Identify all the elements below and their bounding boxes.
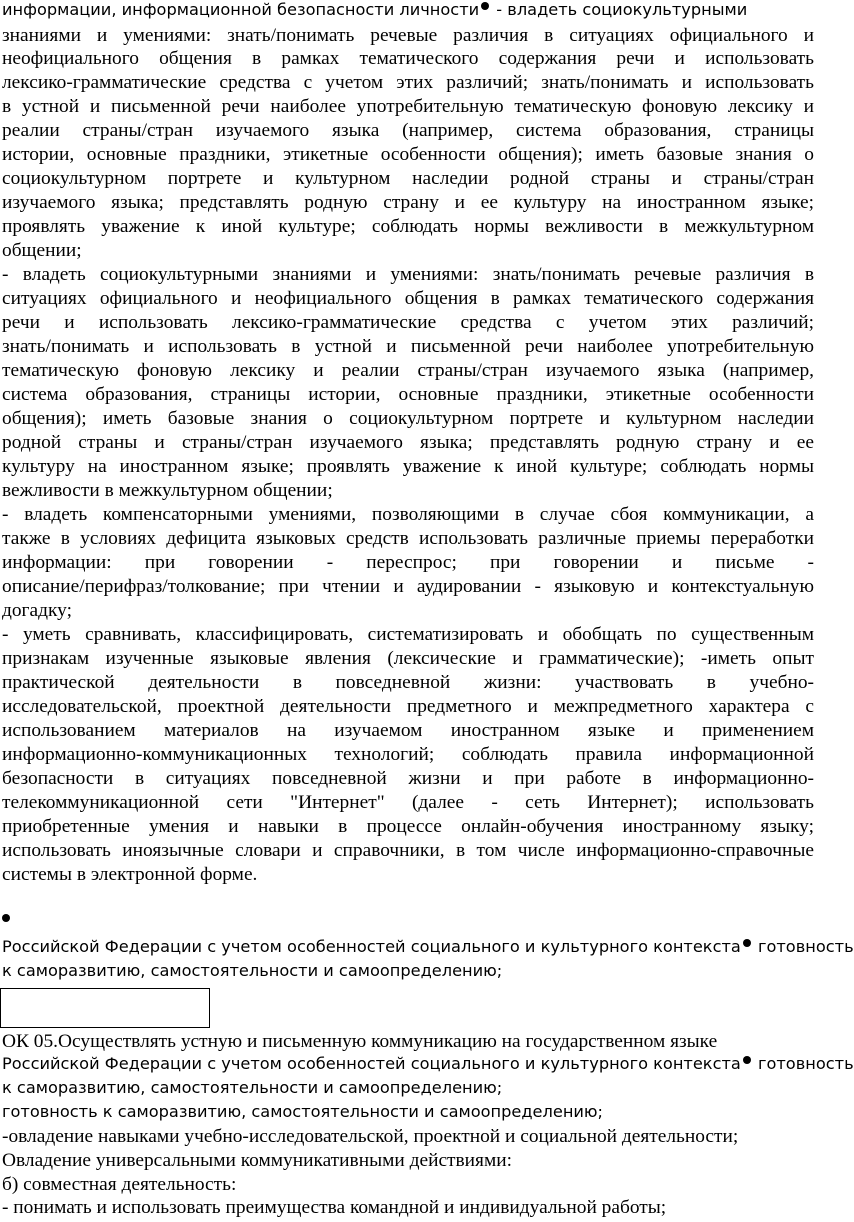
block1-text: готовность <box>752 937 854 956</box>
para4-line: практической деятельности в повседневной жизни: участвовать в учебно- <box>2 672 814 693</box>
para1-line: реалии страны/стран изучаемого языка (например, система образования, страницы <box>2 120 814 141</box>
empty-table-cell <box>0 988 210 1028</box>
para1-line: истории, основные праздники, этикетные особенности общения); иметь базовые знания о <box>2 144 814 165</box>
ok05-line: ОК 05.Осуществлять устную и письменную коммуникацию на государственном языке <box>2 1031 718 1052</box>
para2-line: вежливости в межкультурном общении; <box>2 480 333 501</box>
heading-part-1: информации, информационной безопасности личности <box>2 0 480 19</box>
para1-line: общении; <box>2 240 82 261</box>
para4-line: системы в электронной форме. <box>2 864 258 885</box>
para4-line: информационно-коммуникационных технологий; соблюдать правила информационной <box>2 744 814 765</box>
para1-line: неофициального общения в рамках тематического содержания речи и использовать <box>2 48 814 69</box>
block2-line3: готовность к саморазвитию, самостоятельности и самоопределению; <box>2 1102 604 1121</box>
para1-line: знаниями и умениями: знать/понимать речевые различия в ситуациях официального и <box>2 25 814 46</box>
para2-line: речи и использовать лексико-грамматические средства с учетом этих различий; <box>2 312 814 333</box>
para4-line: - уметь сравнивать, классифицировать, систематизировать и обобщать по существенным <box>2 624 814 645</box>
heading-part-2: - владеть социокультурными <box>491 0 748 19</box>
tail-line: -овладение навыками учебно-исследовательской, проектной и социальной деятельности; <box>2 1126 739 1147</box>
block1-line1 <box>2 937 854 956</box>
block2-line2: к саморазвитию, самостоятельности и самоопределению; <box>2 1078 503 1097</box>
para2-line: - владеть социокультурными знаниями и умениями: знать/понимать речевые различия в <box>2 264 814 285</box>
para1-line: лексико-грамматические средства с учетом этих различий; знать/понимать и использовать <box>2 72 814 93</box>
para4-line: телекоммуникационной сети "Интернет" (далее - сеть Интернет); использовать <box>2 792 814 813</box>
tail-line: Овладение универсальными коммуникативными действиями: <box>2 1150 513 1171</box>
para1-line: социокультурном портрете и культурном наследии родной страны и страны/стран <box>2 168 814 189</box>
block2-line1 <box>2 1054 854 1073</box>
para2-line: культуру на иностранном языке; проявлять уважение к иной культуре; соблюдать нормы <box>2 456 814 477</box>
para4-line: приобретенные умения и навыки в процессе онлайн-обучения иностранному языку; <box>2 816 814 837</box>
heading-line <box>2 0 814 19</box>
para2-line: общения); иметь базовые знания о социокультурном портрете и культурном наследии <box>2 408 814 429</box>
para1-line: изучаемого языка; представлять родную страну и ее культуру на иностранном языке; <box>2 192 814 213</box>
para4-line: безопасности в ситуациях повседневной жизни и при работе в информационно- <box>2 768 814 789</box>
para4-line: признакам изученные языковые явления (лексические и грамматические); -иметь опыт <box>2 648 814 669</box>
para3-line: - владеть компенсаторными умениями, позволяющими в случае сбоя коммуникации, а <box>2 504 814 525</box>
block2-text: Российской Федерации с учетом особенностей социального и культурного контекста <box>2 1054 741 1073</box>
para3-line: информации: при говорении - переспрос; при говорении и письме - <box>2 552 814 573</box>
para2-line: тематическую фоновую лексику и реалии страны/стран изучаемого языка (например, <box>2 360 814 381</box>
para4-line: исследовательской, проектной деятельности предметного и межпредметного характера с <box>2 696 814 717</box>
para2-line: знать/понимать и использовать в устной и письменной речи наиболее употребительную <box>2 336 814 357</box>
bullet-icon <box>743 1056 751 1064</box>
para4-line: использованием материалов на изучаемом иностранном языке и применением <box>2 720 814 741</box>
para3-line: также в условиях дефицита языковых средств использовать различные приемы переработки <box>2 528 814 549</box>
para4-line: использовать иноязычные словари и справочники, в том числе информационно-справочные <box>2 840 814 861</box>
block1-line2: к саморазвитию, самостоятельности и самоопределению; <box>2 961 503 980</box>
bullet-icon <box>481 2 489 10</box>
block2-text: готовность <box>752 1054 854 1073</box>
para2-line: ситуациях официального и неофициального общения в рамках тематического содержания <box>2 288 814 309</box>
para1-line: проявлять уважение к иной культуре; соблюдать нормы вежливости в межкультурном <box>2 216 814 237</box>
bullet-icon <box>2 914 10 922</box>
para3-line: догадку; <box>2 600 72 621</box>
tail-line: б) совместная деятельность: <box>2 1174 237 1195</box>
para1-line: в устной и письменной речи наиболее употребительную тематическую фоновую лексику и <box>2 96 814 117</box>
block1-text: Российской Федерации с учетом особенностей социального и культурного контекста <box>2 937 741 956</box>
para2-line: родной страны и страны/стран изучаемого языка; представлять родную страну и ее <box>2 432 814 453</box>
bullet-icon <box>743 939 751 947</box>
para2-line: система образования, страницы истории, основные праздники, этикетные особенности <box>2 384 814 405</box>
para3-line: описание/перифраз/толкование; при чтении и аудировании - языковую и контекстуальную <box>2 576 814 597</box>
tail-line: - понимать и использовать преимущества командной и индивидуальной работы; <box>2 1197 667 1218</box>
